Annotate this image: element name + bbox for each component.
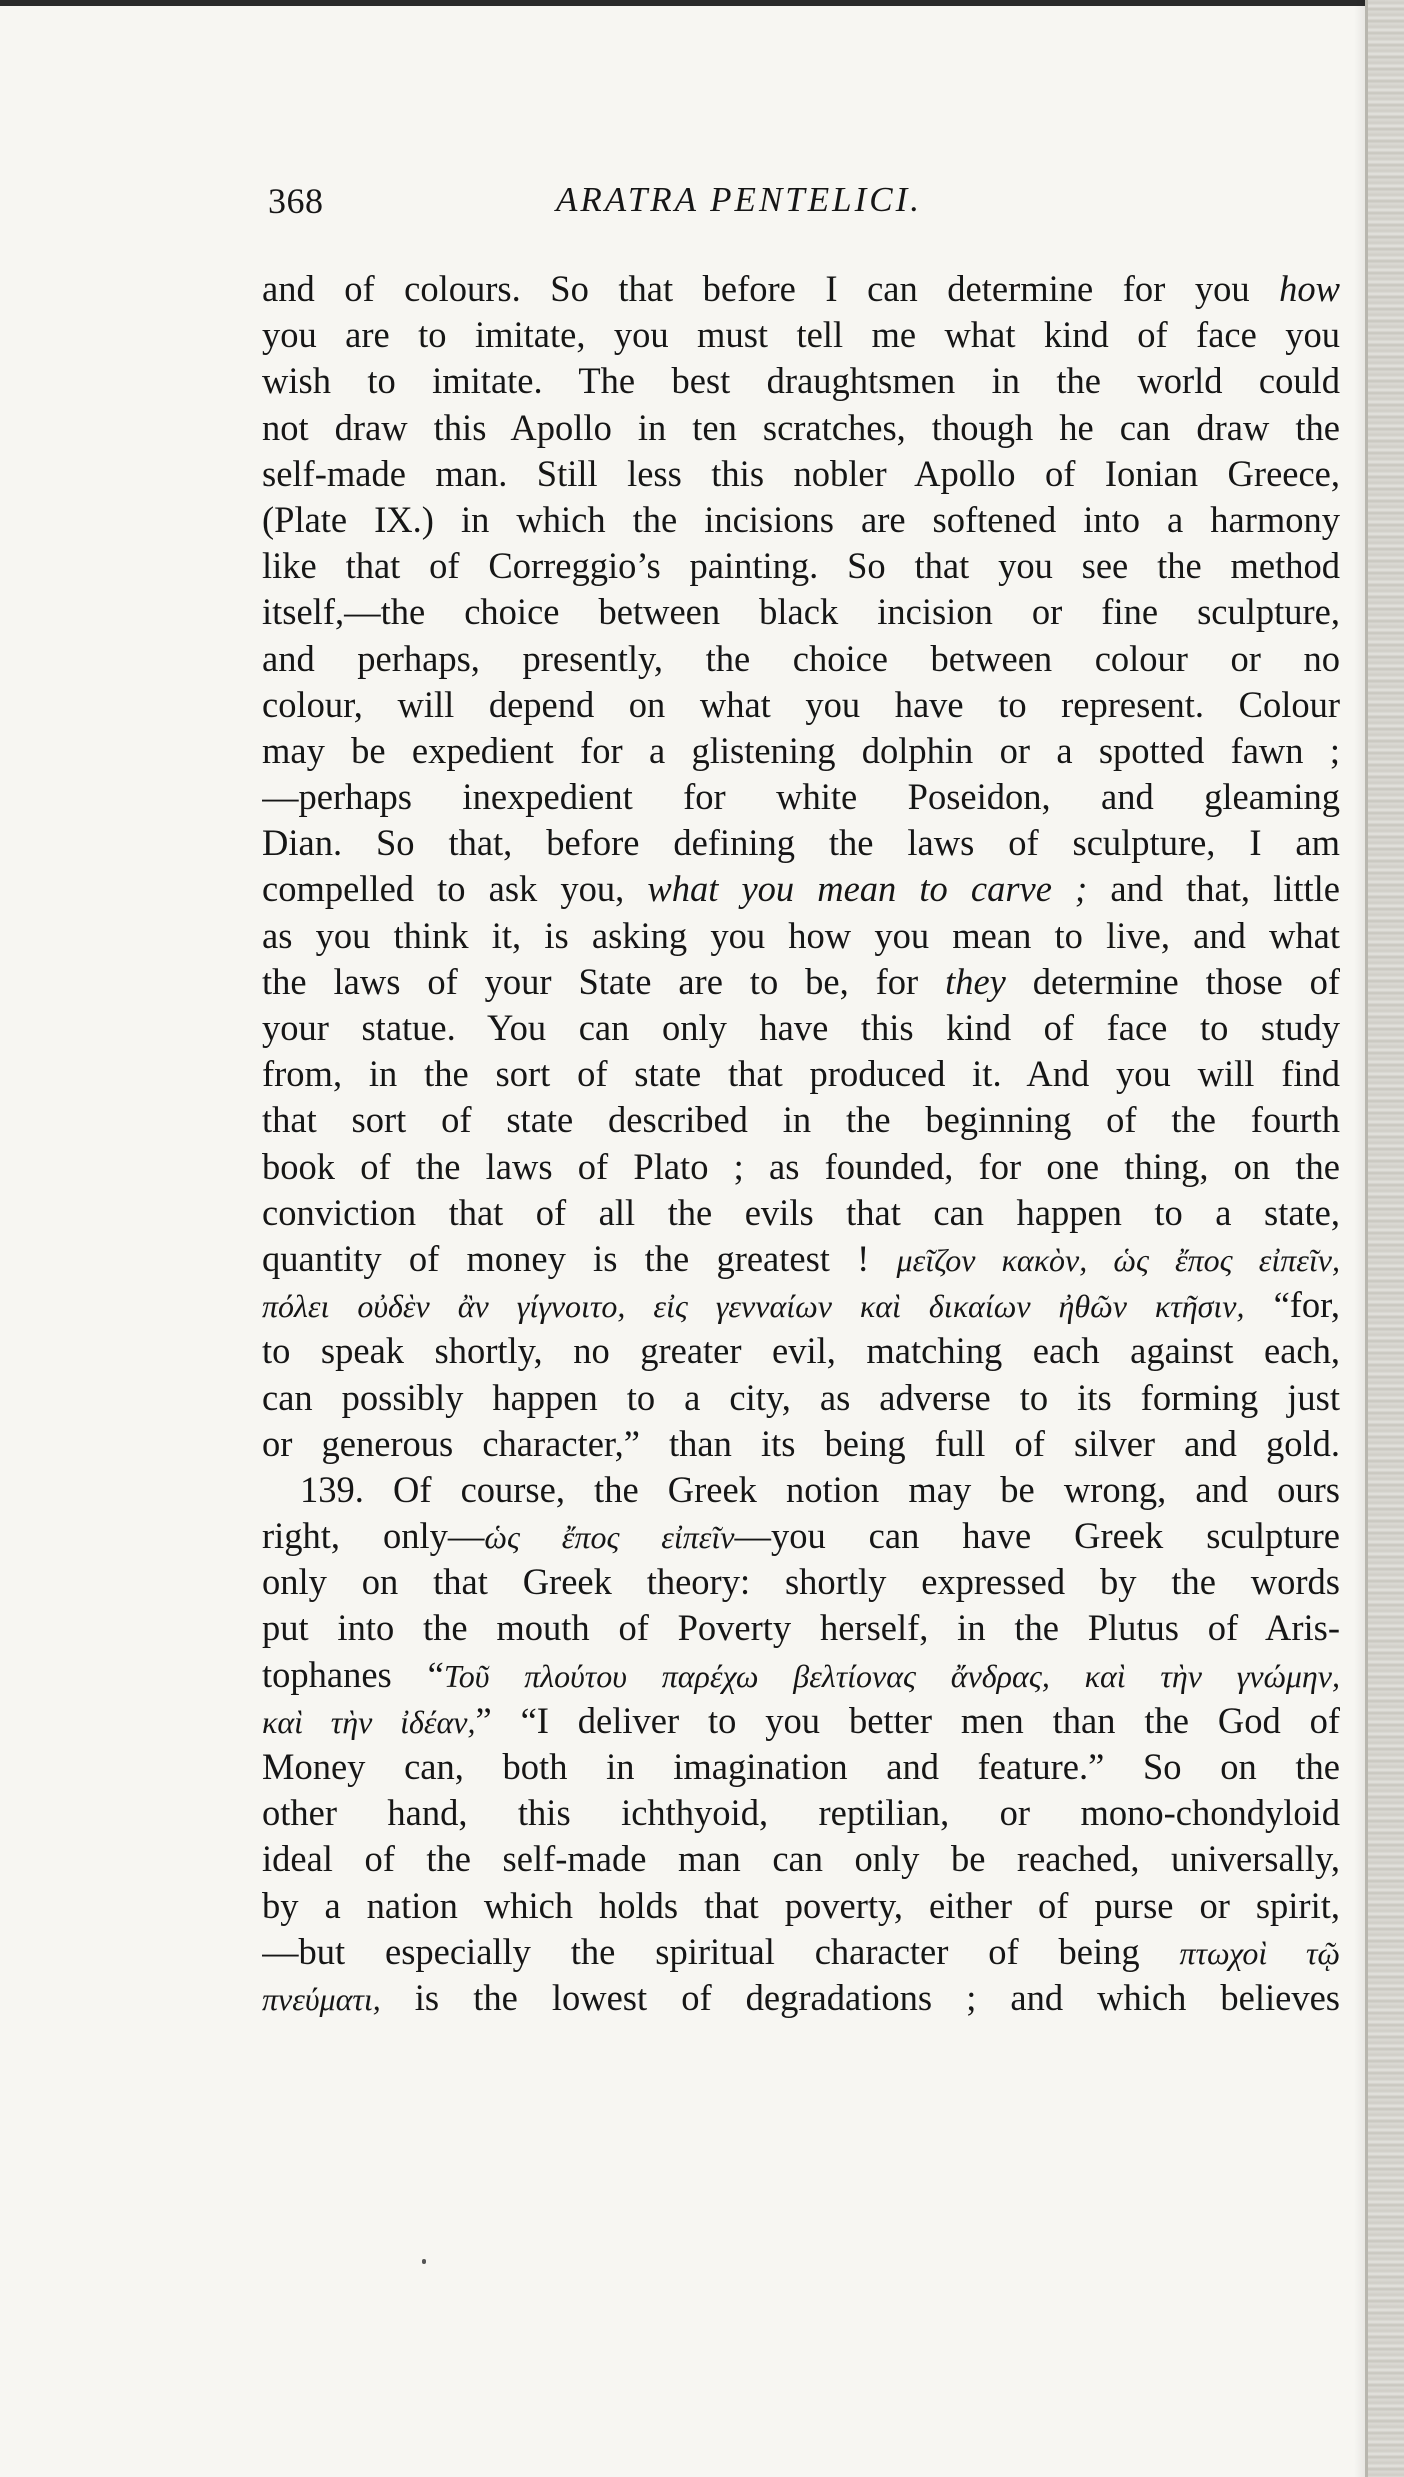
text-run: other hand, this ichthyoid, reptilian, or mono-chondyloid — [262, 1792, 1340, 1834]
body-text — [262, 266, 1340, 2021]
text-run: like that of Correggio’s painting. So that you see the method — [262, 545, 1340, 587]
text-run: can possibly happen to a city, as adverse to its forming just — [262, 1376, 1340, 1418]
paragraph — [262, 1467, 1340, 2021]
text-line — [262, 1236, 1340, 1282]
greek-quotation: καὶ τὴν ἰδέαν, — [262, 1703, 476, 1740]
text-line — [262, 636, 1340, 682]
italic-emphasis: they — [945, 960, 1006, 1002]
greek-quotation: ὡς ἔπος εἰπεῖν — [484, 1519, 735, 1556]
text-line — [262, 1144, 1340, 1190]
text-line — [262, 358, 1340, 404]
text-run: “for, — [1244, 1284, 1340, 1326]
text-line — [262, 1744, 1340, 1790]
text-run: tophanes “ — [262, 1653, 444, 1695]
text-run: by a nation which holds that poverty, either of purse or spirit, — [262, 1884, 1340, 1926]
text-line — [262, 1421, 1340, 1467]
text-line — [262, 1005, 1340, 1051]
paragraph — [262, 266, 1340, 1467]
text-line — [262, 1605, 1340, 1651]
text-line — [262, 497, 1340, 543]
text-run: 139. Of course, the Greek notion may be wrong, and ours — [300, 1468, 1340, 1510]
page-edge — [1365, 0, 1404, 2477]
text-run: —but especially the spiritual character of being — [262, 1930, 1180, 1972]
greek-quotation: πνεύματι, — [262, 1980, 381, 2017]
text-line — [262, 1883, 1340, 1929]
text-line — [262, 451, 1340, 497]
text-line — [262, 1513, 1340, 1559]
text-line — [262, 1652, 1340, 1698]
text-line — [262, 959, 1340, 1005]
text-line — [262, 1282, 1340, 1328]
text-run: self-made man. Still less this nobler Apollo of Ionian Greece, — [262, 452, 1340, 494]
text-line — [262, 1097, 1340, 1143]
text-run: (Plate IX.) in which the incisions are softened into a harmony — [262, 498, 1340, 540]
text-run: —you can have Greek sculpture — [734, 1515, 1340, 1557]
text-line — [262, 266, 1340, 312]
text-run: Money can, both in imagination and feature.” So on the — [262, 1746, 1340, 1787]
text-run: or generous character,” than its being full of silver and gold. — [262, 1422, 1340, 1464]
text-run: right, only— — [262, 1515, 485, 1557]
text-line — [262, 1467, 1340, 1513]
greek-quotation: Τοῦ πλούτου παρέχω βελτίονας ἄνδρας, καὶ τὴν γνώμην, — [443, 1657, 1340, 1694]
text-line — [262, 405, 1340, 451]
text-line — [262, 913, 1340, 959]
page-number: 368 — [268, 181, 324, 221]
text-run: quantity of money is the greatest ! — [262, 1237, 897, 1279]
text-run: and of colours. So that before I can determine for you — [262, 268, 1280, 309]
text-line — [262, 728, 1340, 774]
running-title: ARATRA PENTELICI. — [556, 180, 922, 219]
text-run: ideal of the self-made man can only be reached, universally, — [262, 1838, 1340, 1880]
text-run: as you think it, is asking you how you mean to live, and what — [262, 914, 1340, 956]
text-run: your statue. You can only have this kind of face to study — [262, 1007, 1340, 1048]
italic-emphasis: how — [1279, 268, 1340, 309]
text-run: the laws of your State are to be, for — [262, 960, 946, 1002]
text-line — [262, 1051, 1340, 1097]
text-run: conviction that of all the evils that can happen to a state, — [262, 1191, 1340, 1233]
text-line — [262, 866, 1340, 912]
text-run: itself,—the choice between black incision or fine sculpture, — [262, 591, 1340, 633]
text-run: that sort of state described in the beginning of the fourth — [262, 1099, 1340, 1141]
text-run: —perhaps inexpedient for white Poseidon, and gleaming — [262, 776, 1340, 818]
text-run: not draw this Apollo in ten scratches, though he can draw the — [262, 406, 1340, 448]
greek-quotation: μεῖζον κακὸν, ὡς ἔπος εἰπεῖν, — [896, 1241, 1340, 1278]
text-line — [262, 1929, 1340, 1975]
page-header — [268, 180, 1350, 224]
text-run: determine those of — [1005, 960, 1340, 1002]
text-line — [262, 1698, 1340, 1744]
text-line — [262, 1559, 1340, 1605]
text-run: and that, little — [1087, 868, 1340, 910]
stray-ink-mark — [422, 2259, 426, 2264]
italic-emphasis: what you mean to carve ; — [647, 868, 1088, 910]
text-run: ” “I deliver to you better men than the God of — [475, 1699, 1340, 1741]
text-run: book of the laws of Plato ; as founded, for one thing, on the — [262, 1145, 1340, 1187]
text-run: colour, will depend on what you have to represent. Colour — [262, 683, 1340, 725]
text-run: may be expedient for a glistening dolphin or a spotted fawn ; — [262, 729, 1340, 771]
text-line — [262, 1836, 1340, 1882]
greek-quotation: πόλει οὐδὲν ἂν γίγνοιτο, εἰς γενναίων καὶ δικαίων ἠθῶν κτῆσιν, — [262, 1288, 1245, 1325]
text-run: wish to imitate. The best draughtsmen in the world could — [262, 360, 1340, 402]
text-line — [262, 774, 1340, 820]
text-run: is the lowest of degradations ; and which believes — [380, 1976, 1340, 2018]
text-run: from, in the sort of state that produced it. And you will find — [262, 1053, 1340, 1095]
text-run: you are to imitate, you must tell me what kind of face you — [262, 314, 1340, 356]
text-run: to speak shortly, no greater evil, matching each against each, — [262, 1330, 1340, 1372]
text-line — [262, 589, 1340, 635]
text-line — [262, 1790, 1340, 1836]
text-run: and perhaps, presently, the choice between colour or no — [262, 637, 1340, 679]
text-line — [262, 1975, 1340, 2021]
text-line — [262, 312, 1340, 358]
text-line — [262, 682, 1340, 728]
text-run: Dian. So that, before defining the laws of sculpture, I am — [262, 822, 1340, 864]
text-line — [262, 1328, 1340, 1374]
greek-quotation: πτωχοὶ τῷ — [1179, 1934, 1340, 1971]
text-line — [262, 543, 1340, 589]
text-run: only on that Greek theory: shortly expressed by the words — [262, 1561, 1340, 1603]
text-run: compelled to ask you, — [262, 868, 648, 910]
top-border-rule — [0, 0, 1380, 6]
text-run: put into the mouth of Poverty herself, in the Plutus of Aris- — [262, 1607, 1340, 1649]
text-line — [262, 1375, 1340, 1421]
text-line — [262, 820, 1340, 866]
text-line — [262, 1190, 1340, 1236]
